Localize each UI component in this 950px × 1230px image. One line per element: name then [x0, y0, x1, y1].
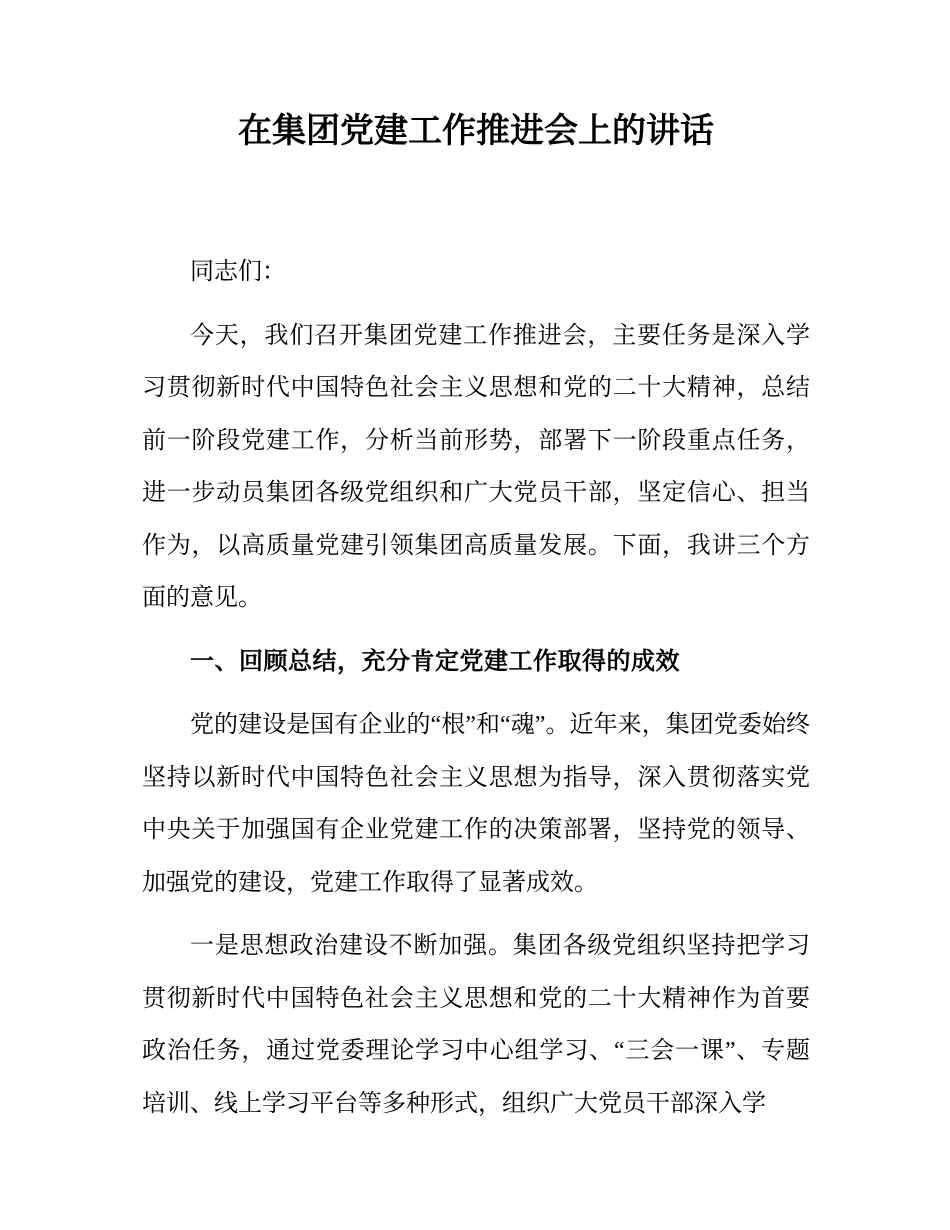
intro-paragraph: 今天，我们召开集团党建工作推进会，主要任务是深入学习贯彻新时代中国特色社会主义思想和党的二十大精神，总结前一阶段党建工作，分析当前形势，部署下一阶段重点任务，进一步动员集团各级党组织和广大党员干部，坚定信心、担当作为，以高质量党建引领集团高质量发展。下面，我讲三个方面的意见。 [142, 322, 810, 611]
document-title: 在集团党建工作推进会上的讲话 [238, 113, 714, 150]
section-1-paragraph-2: 一是思想政治建设不断加强。集团各级党组织坚持把学习贯彻新时代中国特色社会主义思想和党的二十大精神作为首要政治任务，通过党委理论学习中心组学习、“三会一课”、专题培训、线上学习平台等多种形式，组织广大党员干部深入学 [142, 933, 810, 1117]
salutation: 同志们： [190, 259, 286, 285]
section-1-heading: 一、回顾总结，充分肯定党建工作取得的成效 [190, 647, 680, 675]
section-1-paragraph-1: 党的建设是国有企业的“根”和“魂”。近年来，集团党委始终坚持以新时代中国特色社会主义思想为指导，深入贯彻落实党中央关于加强国有企业党建工作的决策部署，坚持党的领导、加强党的建设，党建工作取得了显著成效。 [142, 712, 810, 896]
